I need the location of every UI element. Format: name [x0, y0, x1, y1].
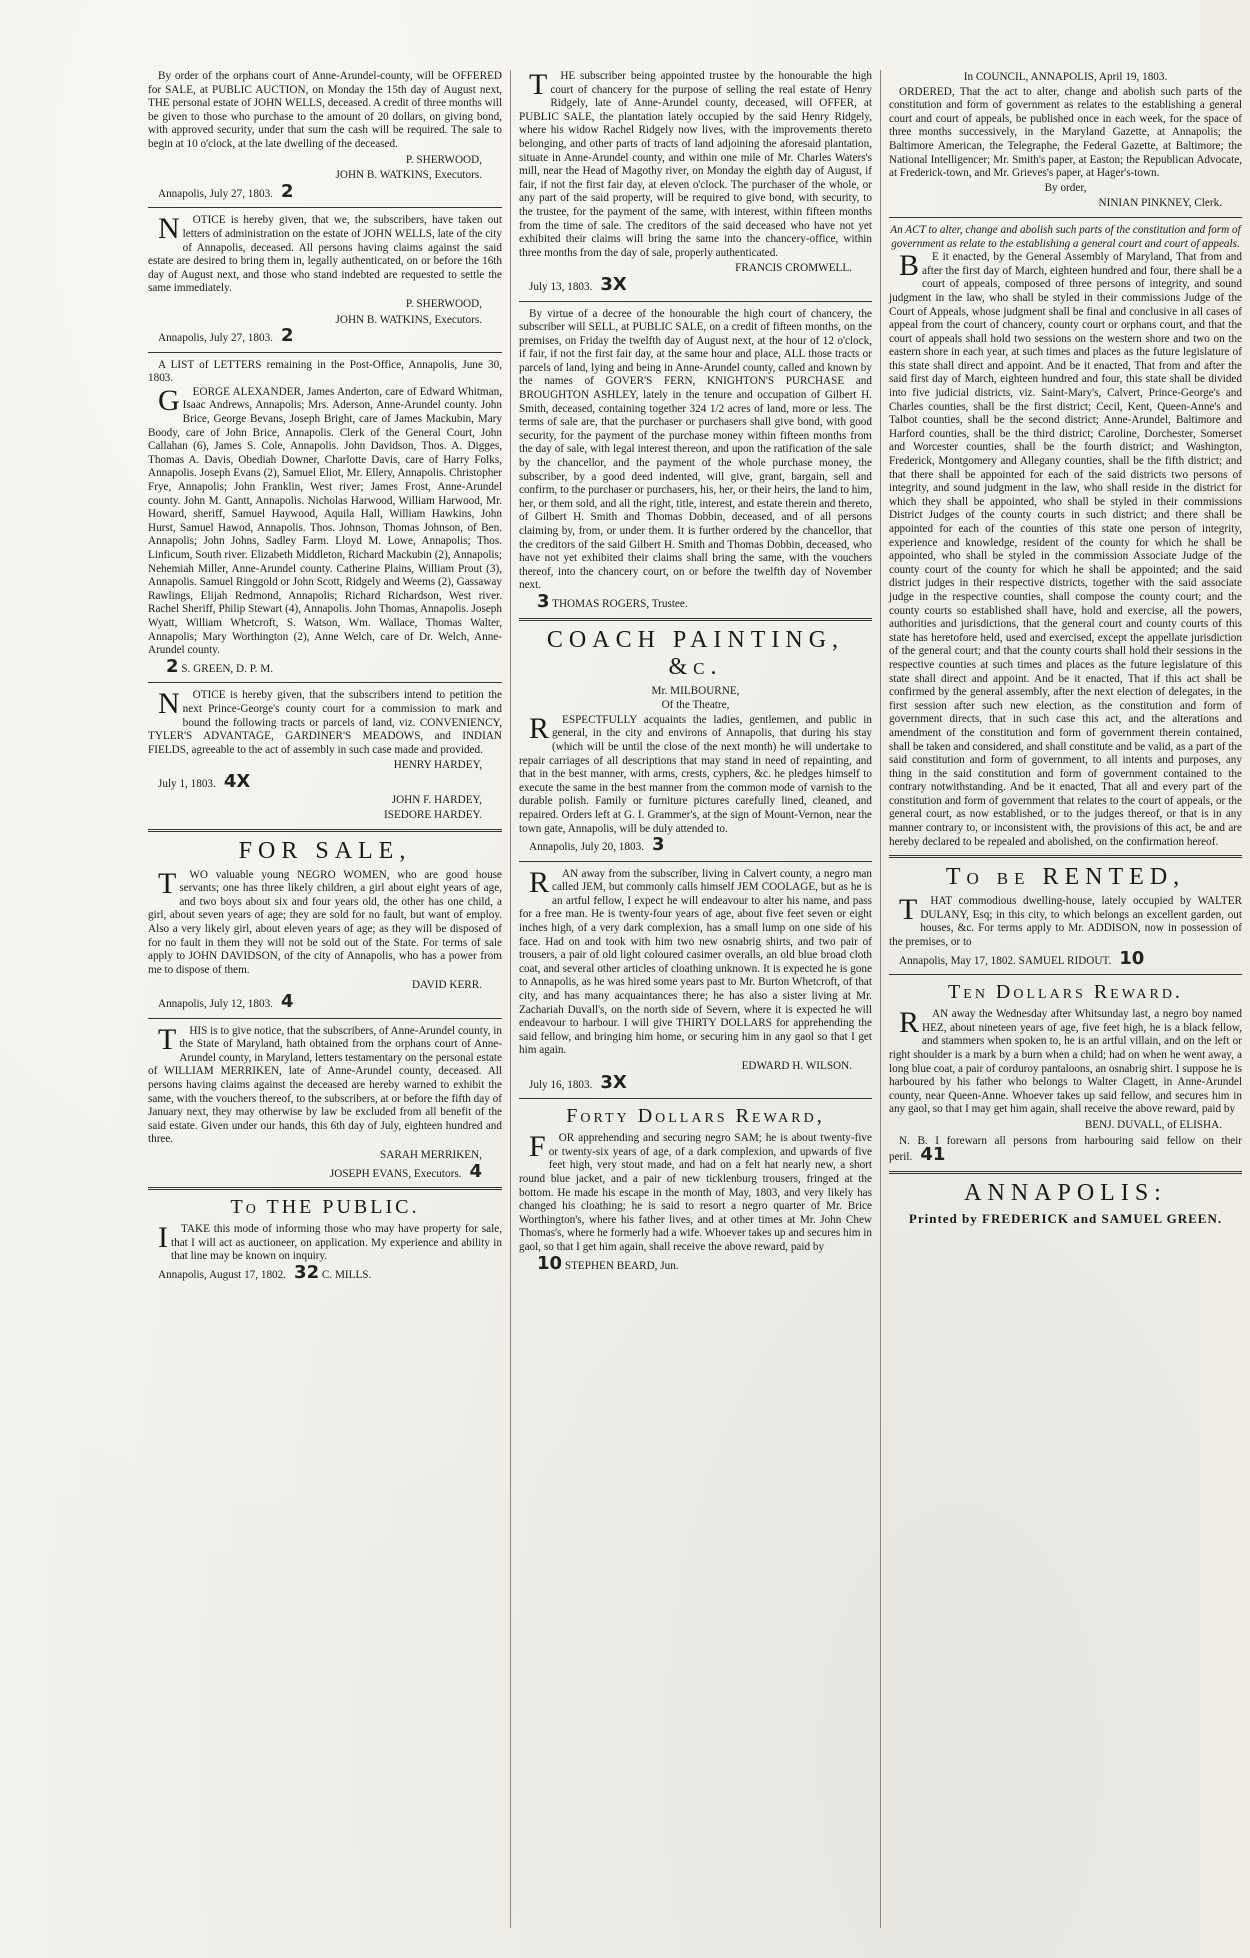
handwritten-mark: 10 [1119, 947, 1145, 969]
ad-forty-dollars [519, 1105, 872, 1273]
ad-council [889, 71, 1242, 211]
note-text: N. B. I forewarn all persons from harbouring said fellow on their peril. [889, 1134, 1242, 1164]
divider [519, 1098, 872, 1099]
signature-text: JOSEPH EVANS, Executors. [329, 1167, 462, 1180]
date-text: July 1, 1803. [158, 777, 216, 790]
ad-text: THIS is to give notice, that the subscribers, of Anne-Arundel county, in the State of Maryland, hath obtained from the orphans court of Anne-Arundel county, in Maryland, letters testamentary on the personal estate of WILLIAM MERRIKEN, late of Anne-Arundel county, deceased. All persons having claims against the deceased are hereby warned to exhibit the same, with the vouchers thereof, to the subscribers, at or before the fifth day of January next, they may otherwise by law be excluded from all benefit of the said estate. Given under our hands, this 6th day of July, eighteen hundred and three. [148, 1022, 502, 1146]
signature: THOMAS ROGERS, Trustee. [552, 597, 688, 610]
ad-ridgely-sale [519, 70, 872, 295]
ad-text: RAN away the Wednesday after Whitsunday last, a negro boy named HEZ, about nineteen years of age, five feet high, he is a black fellow, and stammers when spoken to, he is an artful villain, and on the left or right shoulder is a mark by a burn when a child; had on when he went away, a long blue coat, a pair of corduroy pantaloons, an osnabrig shirt. I suppose he is harboured by his father who belongs to Walter Clagett, in Anne-Arundel county, near Queen-Anne. Whoever takes up said fellow, and secures him in any gaol, so that I may get him again, shall receive the above reward, paid by [889, 1006, 1242, 1116]
ad-text: ORDERED, That the act to alter, change and abolish such parts of the constitution and form of government as relates to the establishing a general court and court of appeals, be published once in each week, for the space of three months successively, in the Maryland Gazette, at Annapolis; the Baltimore American, the Telegraphe, the Federal Gazette, at Baltimore; the National Intelligencer; Mr. Smith's paper, at Easton; the Republican Advocate, at Frederick-town, and Mr. Grieves's paper, at Hager's-town. [889, 85, 1242, 180]
imprint-city: ANNAPOLIS: [964, 1179, 1167, 1206]
ad-text: ITAKE this mode of informing those who may have property for sale, that I will act as auctioneer, on application. My experience and ability in that line may be known on inquiry. [158, 1221, 502, 1263]
ad-title-text: An ACT to alter, change and abolish such parts of the constitution and form of government as relate to the establishing a general court and court of appeals. [890, 223, 1241, 250]
column-middle [510, 70, 880, 1928]
ad-text: RESPECTFULLY acquaints the ladies, gentlemen, and public in general, in the city and environs of Annapolis, that during his stay (which will be until the close of the next month) he will undertake to repair carriages of all descriptions that may stand in need of repainting, and that in the best manner, with arms, crests, cyphers, &c. he pledges himself to execute the same in the best manner from the common mode of varnish to the durable polish. Family or furniture pictures carefully lined, cleaned, and repaired. Orders left at G. I. Grammer's, at the sign of Mount-Vernon, near the town gate, Annapolis, will be duly attended to. [519, 711, 872, 835]
handwritten-mark: 32 [294, 1261, 320, 1283]
dateline [158, 655, 502, 677]
ad-merriken [148, 1022, 502, 1182]
dateline [158, 770, 502, 792]
date-text: Annapolis, July 20, 1803. [529, 841, 644, 854]
signature: SAMUEL RIDOUT. [1018, 954, 1112, 967]
dateline [158, 180, 502, 202]
ad-text: By order of the orphans court of Anne-Arundel-county, will be OFFERED for SALE, at PUBLIC AUCTION, on Monday the 15th day of August next, THE personal estate of JOHN WELLS, deceased. A credit of three months will be given to those who purchase to the amount of 20 dollars, on giving bond, with approved security, under that sum the cash will be required. The sale to begin at 10 o'clock, at the late dwelling of the deceased. [148, 70, 502, 150]
ad-subtitle: Mr. MILBOURNE, [651, 684, 740, 697]
ad-heading: In COUNCIL, ANNAPOLIS, April 19, 1803. [963, 71, 1168, 83]
signature: SARAH MERRIKEN, [380, 1148, 482, 1161]
dateline [158, 991, 502, 1013]
signature: S. GREEN, D. P. M. [181, 662, 274, 675]
signature: ISEDORE HARDEY. [384, 809, 482, 822]
signature [148, 1160, 502, 1182]
signature: HENRY HARDEY, [393, 759, 482, 772]
signature: C. MILLS. [321, 1268, 372, 1281]
ad-text: FOR apprehending and securing negro SAM; he is about twenty-five or twenty-six years of age, of a dark complexion, and upwards of five feet high, very stout made, and had on a felt hat nearly new, a short round blue jacket, and a pair of new ticklenburg trousers, fringed at the bottom. He made his escape in the month of May, 1803, and very likely has changed his cloathing; he is said to resort a negro quarter of Mr. Brice Worthington's, where his father lives, and at other times at Mr. John Chew Thomas's, where he formerly had a wife. Whoever takes up and secures him in gaol, so that I get him again, shall receive the above reward, paid by [519, 1130, 872, 1253]
divider [148, 1018, 502, 1019]
ad-text: RAN away from the subscriber, living in Calvert county, a negro man called JEM, but commonly calls himself JEM COOLAGE, but as he is an artful fellow, I expect he will endeavour to alter his name, and pass for a free man. He is twenty-four years of age, about five feet seven or eight inches high, of a very dark complexion, has a small lump on one side of his face. Had on and took with him two new osnabrig shirts, and two pair of trousers, a pair of old light coloured casimer overalls, an old blue broad cloth coat, and several other articles of cloathing unknown. It is expected he is gone to Annapolis, as he was hired some years past to Mr. Burton Whetcroft, of that city, and has many acquaintances there; he has also a sister living at Mr. Zachariah Duvall's, on the north side of Severn, where it is expected he will endeavour to harbour. I will give THIRTY DOLLARS for apprehending the said fellow, and bringing him home, or securing him in any gaol so that I get him again. [519, 865, 872, 1057]
ad-rogers-sale [519, 308, 872, 612]
divider [148, 682, 502, 683]
signature: STEPHEN BEARD, Jun. [564, 1259, 679, 1272]
ad-text: BE it enacted, by the General Assembly of Maryland, That from and after the first day of March, eighteen hundred and four, there shall be a court of appeals, composed of three persons of integrity, and sound judgment in the law, who shall be styled in their commissions Judge of the Court of Appeals, whose judgment shall be final and conclusive in all cases of appeal from the court of chancery, county court or orphans court, and that the court of appeals shall hold two sessions on the western shore and two on the eastern shore in each year, at such times and places as the future legislature of this state shall direct and appoint. And be it enacted, That from and after the said first day of March, eighteen hundred and four, this state shall be divided into five judicial districts, viz. Saint-Mary's, Calvert, Prince-George's and Charles counties, shall be the first district; Cecil, Kent, Queen-Anne's and Talbot counties, shall be the second district; Anne-Arundel, Baltimore and Harford counties, shall be the third district; Caroline, Dorchester, Somerset and Worcester counties, shall be the fourth district; and Washington, Frederick, Montgomery and Allegany counties, shall be the fifth district; and that there shall be appointed for each of the said districts two persons of integrity, and sound judgment in the law, who shall reside in the district for which they shall be appointed, who shall be styled in their commissions District Judges of the county courts in such district; and there shall be appointed for each of the counties of this state one person of integrity, experience and knowledge, resident of the county for which he shall be appointed, who shall be styled in the commission Associate Judge of the county court of the county for which he shall be appointed; and the said district judges in their respective districts, together with the said associate judge in the respective counties, shall compose the county court; and the county courts so established shall have, hold and exercise, all the powers, authorities and jurisdictions, that the general court and county courts of this state has heretofore held, used and exercised, except the appellate jurisdiction of the general court; and that the county courts shall hold their sessions in the respective counties at such times and places as the future legislature of this state shall direct and appoint. And be it enacted, That if this act shall be confirmed by the general assembly, after the next election of delegates, in the first session after such new election, as the constitution and form of government directs, that in such case this act, and the alterations and amendment of the constitution and form of government therein contained, shall be taken and considered, and shall constitute and be valid, as a part of the said constitution and form of government, to all intents and purposes, any thing in the said constitution and form of government contained to the contrary notwithstanding. And be it enacted, That all and every part of the constitution and form of government that relates to the court of appeals, or the general court, as now established, or to the judges thereof, or that is in any manner contrary to, or inconsistent with, the provisions of this act, be and are hereby declared to be repealed and abolished, on the confirmation hereof. [889, 249, 1242, 848]
date-text: Annapolis, July 27, 1803. [158, 332, 273, 345]
handwritten-mark: 3X [600, 273, 627, 295]
divider [148, 829, 502, 832]
signature: JOHN F. HARDEY, [391, 793, 482, 806]
signature: BENJ. DUVALL, of ELISHA. [1084, 1118, 1222, 1131]
handwritten-mark: 3 [651, 834, 665, 856]
divider [519, 618, 872, 621]
ad-text: THE subscriber being appointed trustee by the honourable the high court of chancery for the purpose of selling the real estate of Henry Ridgely, late of Anne-Arundel county, deceased, will OFFER, at PUBLIC SALE, the plantation lately occupied by the said Henry Ridgely, where his widow Rachel Ridgely now lives, with the improvements thereto belonging, and other parts of tracts of land adjoining the aforesaid plantation, situate in Anne-Arundel county, and within one mile of Mr. Charles Waters's mill, near the Head of Magothy river, on Monday the eighth day of August, if fair, if not the first fair day, at eleven o'clock. The purchaser of the whole, or any part of the said property, will be required to give bond, with security, to the trustee, for the payment of the same, with interest, within fifteen months from the time of sale. The creditors of the said deceased who have not yet exhibited their claims will bring the same into the chancery-office, within three months from the day of sale, properly authenticated. [519, 68, 872, 259]
ad-title: FOR SALE, [238, 837, 412, 864]
ad-title-text: A LIST of LETTERS remaining in the Post-Office, Annapolis, June 30, 1803. [148, 358, 502, 385]
dateline [529, 273, 872, 295]
ad-text: NOTICE is hereby given, that the subscribers intend to petition the next Prince-George's county court for a commission to mark and bound the following tracts or parcels of land, viz. CONVENIENCY, TYLER'S ADVANTAGE, GARDINER'S MEADOWS, and INDIAN FIELDS, agreeable to the act of assembly in such case made and provided. [148, 687, 502, 756]
divider [519, 301, 872, 302]
signature: P. SHERWOOD, [405, 297, 482, 310]
dateline [158, 325, 502, 347]
ad-to-be-rented [889, 864, 1242, 968]
dateline [899, 947, 1242, 969]
divider [148, 352, 502, 353]
handwritten-mark: 4X [223, 770, 251, 792]
ad-coach-painting [519, 627, 872, 855]
handwritten-mark: 2 [280, 180, 294, 202]
ad-title: Forty Dollars Reward, [566, 1105, 825, 1128]
ad-for-sale [148, 838, 502, 1012]
divider [889, 217, 1242, 218]
ad-text: THAT commodious dwelling-house, lately occupied by WALTER DULANY, Esq; in this city, to which belongs an excellent garden, out houses, &c. For terms apply to Mr. ADDISON, now in possession of the premises, or to [889, 893, 1242, 949]
dateline [529, 590, 872, 612]
divider [889, 1171, 1242, 1174]
date-text: Annapolis, August 17, 1802. [158, 1268, 287, 1281]
ad-text: NOTICE is hereby given, that we, the subscribers, have taken out letters of administration on the estate of JOHN WELLS, late of the city of Annapolis, deceased. All persons having claims against the said estate are desired to bring them in, legally authenticated, on or before the 16th day of August next, and those who stand indebted are requested to settle the same immediately. [148, 212, 502, 295]
by-order: By order, [1044, 181, 1087, 194]
ad-act [889, 224, 1242, 849]
signature: FRANCIS CROMWELL. [735, 262, 852, 275]
ad-wells-sale [148, 70, 502, 201]
ad-subtitle: Of the Theatre, [661, 699, 730, 712]
ad-petition [148, 689, 502, 822]
date-text: July 16, 1803. [529, 1078, 593, 1091]
imprint [889, 1180, 1242, 1227]
dateline [529, 1252, 872, 1274]
ad-text: By virtue of a decree of the honourable the high court of chancery, the subscriber will SELL, at PUBLIC SALE, on a credit of fifteen months, on the premises, on Friday the twelfth day of August next, at the hour of 12 o'clock, if fair, if not the first fair day, at the same hour and place, ALL those tracts or parcels of land, lying and being in Anne-Arundel county, called and known by the names of GOVER'S FERN, KNIGHTON'S PURCHASE and BROUGHTON ASHLEY, lately in the tenure and occupation of Gilbert H. Smith, deceased, containing together 324 1/2 acres of land, more or less. The terms of sale are, that the purchaser or purchasers shall give bond, with good security, for the payment of the purchase money within fifteen months from the day of sale, with legal interest thereon, and upon the ratification of the sale by the chancellor, and the payment of the whole purchase money, the subscriber, by a good deed indented, will give, grant, bargain, sell and confirm, to the purchaser or purchasers, his, her, or their heirs, the land to him, her, or them sold, and all the right, title, interest, and estate therein and thereto, of Gilbert H. Smith and Thomas Dobbin, deceased, and of all persons claiming by, from, or under them. It is further ordered by the chancellor, that the creditors of the said Gilbert H. Smith and Thomas Dobbin, deceased, who have not yet exhibited their claims shall bring the same, with the vouchers thereof, into the chancery court, on or before the twelfth day of November next. [519, 307, 872, 592]
handwritten-mark: 2 [166, 655, 179, 677]
divider [148, 207, 502, 208]
signature: DAVID KERR. [411, 979, 482, 992]
signature: JOHN B. WATKINS, Executors. [335, 169, 482, 182]
signature: EDWARD H. WILSON. [741, 1060, 852, 1072]
handwritten-mark: 3X [600, 1071, 627, 1093]
ad-title: To be RENTED, [945, 864, 1186, 891]
ad-text: TWO valuable young NEGRO WOMEN, who are good house servants; one has three likely children, a girl about eight years of age, and two boys about six and four years old, the other has one child, a girl, about seven years of age; they are sold for no fault, but want of employ. Also a very likely girl, about eleven years of age; as they will be disposed of for no fault in them they will not be sold out of the State. For terms of sale apply to JOHN DAVIDSON, of the city of Annapolis, who has a power from me to dispose of them. [148, 866, 502, 976]
dateline [529, 834, 872, 856]
handwritten-mark: 41 [920, 1144, 946, 1166]
date-text: Annapolis, July 27, 1803. [158, 187, 273, 200]
date-text: Annapolis, July 12, 1803. [158, 998, 273, 1011]
ad-ten-dollars [889, 981, 1242, 1165]
date-text: Annapolis, May 17, 1802. [899, 954, 1016, 967]
handwritten-mark: 4 [469, 1160, 482, 1182]
handwritten-mark: 10 [537, 1252, 563, 1274]
ad-note [889, 1135, 1242, 1165]
dateline [529, 1071, 872, 1093]
handwritten-mark: 2 [280, 325, 294, 347]
dateline [158, 1261, 502, 1283]
signature: NINIAN PINKNEY, Clerk. [1098, 197, 1222, 210]
divider [148, 1187, 502, 1190]
column-right [880, 70, 1250, 1928]
signature: JOHN B. WATKINS, Executors. [335, 313, 482, 326]
column-left [140, 70, 510, 1928]
signature: P. SHERWOOD, [405, 153, 482, 166]
divider [889, 855, 1242, 858]
handwritten-mark: 3 [537, 590, 550, 612]
divider [519, 861, 872, 862]
imprint-line: Printed by FREDERICK and SAMUEL GREEN. [908, 1210, 1223, 1226]
date-text: July 13, 1803. [529, 280, 593, 293]
ad-title: Ten Dollars Reward. [948, 981, 1183, 1004]
ad-letters-list [148, 359, 502, 677]
ad-title: To THE PUBLIC. [230, 1196, 420, 1219]
ad-title: COACH PAINTING, &c. [546, 626, 845, 680]
ad-text: GEORGE ALEXANDER, James Anderton, care of Edward Whitman, Isaac Andrews, Annapolis; Mrs. Aderson, Anne-Arundel county. John Brice, George Bevans, Joseph Bright, care of James Mackubin, Mary Boody, care of John Brice, Annapolis. Clerk of the General Court, John Callahan (6), James S. Cole, Annapolis. John Davidson, Thos. A. Digges, Thomas A. Davis, Obediah Downer, Charlotte Davis, care of Harry Folks, Annapolis. Joseph Evans (2), Samuel Eliot, Mr. Ellery, Annapolis. Christopher Frye, Annapolis; John Franklin, West river; James Frost, Anne-Arundel county. John M. Gantt, Annapolis. Nicholas Harwood, William Harwood, Mr. Howard, sheriff, Samuel Haywood, Aquila Hall, William Hawkins, John Hurst, Samuel Hawod, Annapolis. Thos. Johnson, Thomas Johnson, of Ben. Annapolis; John Johns, Sadley Farm. Lloyd M. Lowe, Annapolis; Thos. Linficum, South river. Elizabeth Middleton, Richard Mackubin (2), Annapolis; Nehemiah Miller, Anne-Arundel county. Catherine Plains, William Prout (3), Annapolis. Samuel Ringgold or John Scott, Ridgely and Weems (2), Gassaway Rawlings, Elijah Redmond, Annapolis; Richard Richardson, West river. Rachel Sheriff, Philip Stewart (4), Annapolis. John Thomas, Annapolis. Joseph Wyatt, William Whetcroft, S. Watson, Wm. Wallace, Thomas Walter, Annapolis; Mary Worthington (2), Anne Welch, care of Dr. Welch, Anne-Arundel county. [148, 383, 502, 657]
ad-to-the-public [148, 1196, 502, 1282]
ad-runaway-jem [519, 865, 872, 1093]
divider [889, 974, 1242, 975]
handwritten-mark: 4 [280, 991, 294, 1013]
ad-wells-notice [148, 214, 502, 345]
